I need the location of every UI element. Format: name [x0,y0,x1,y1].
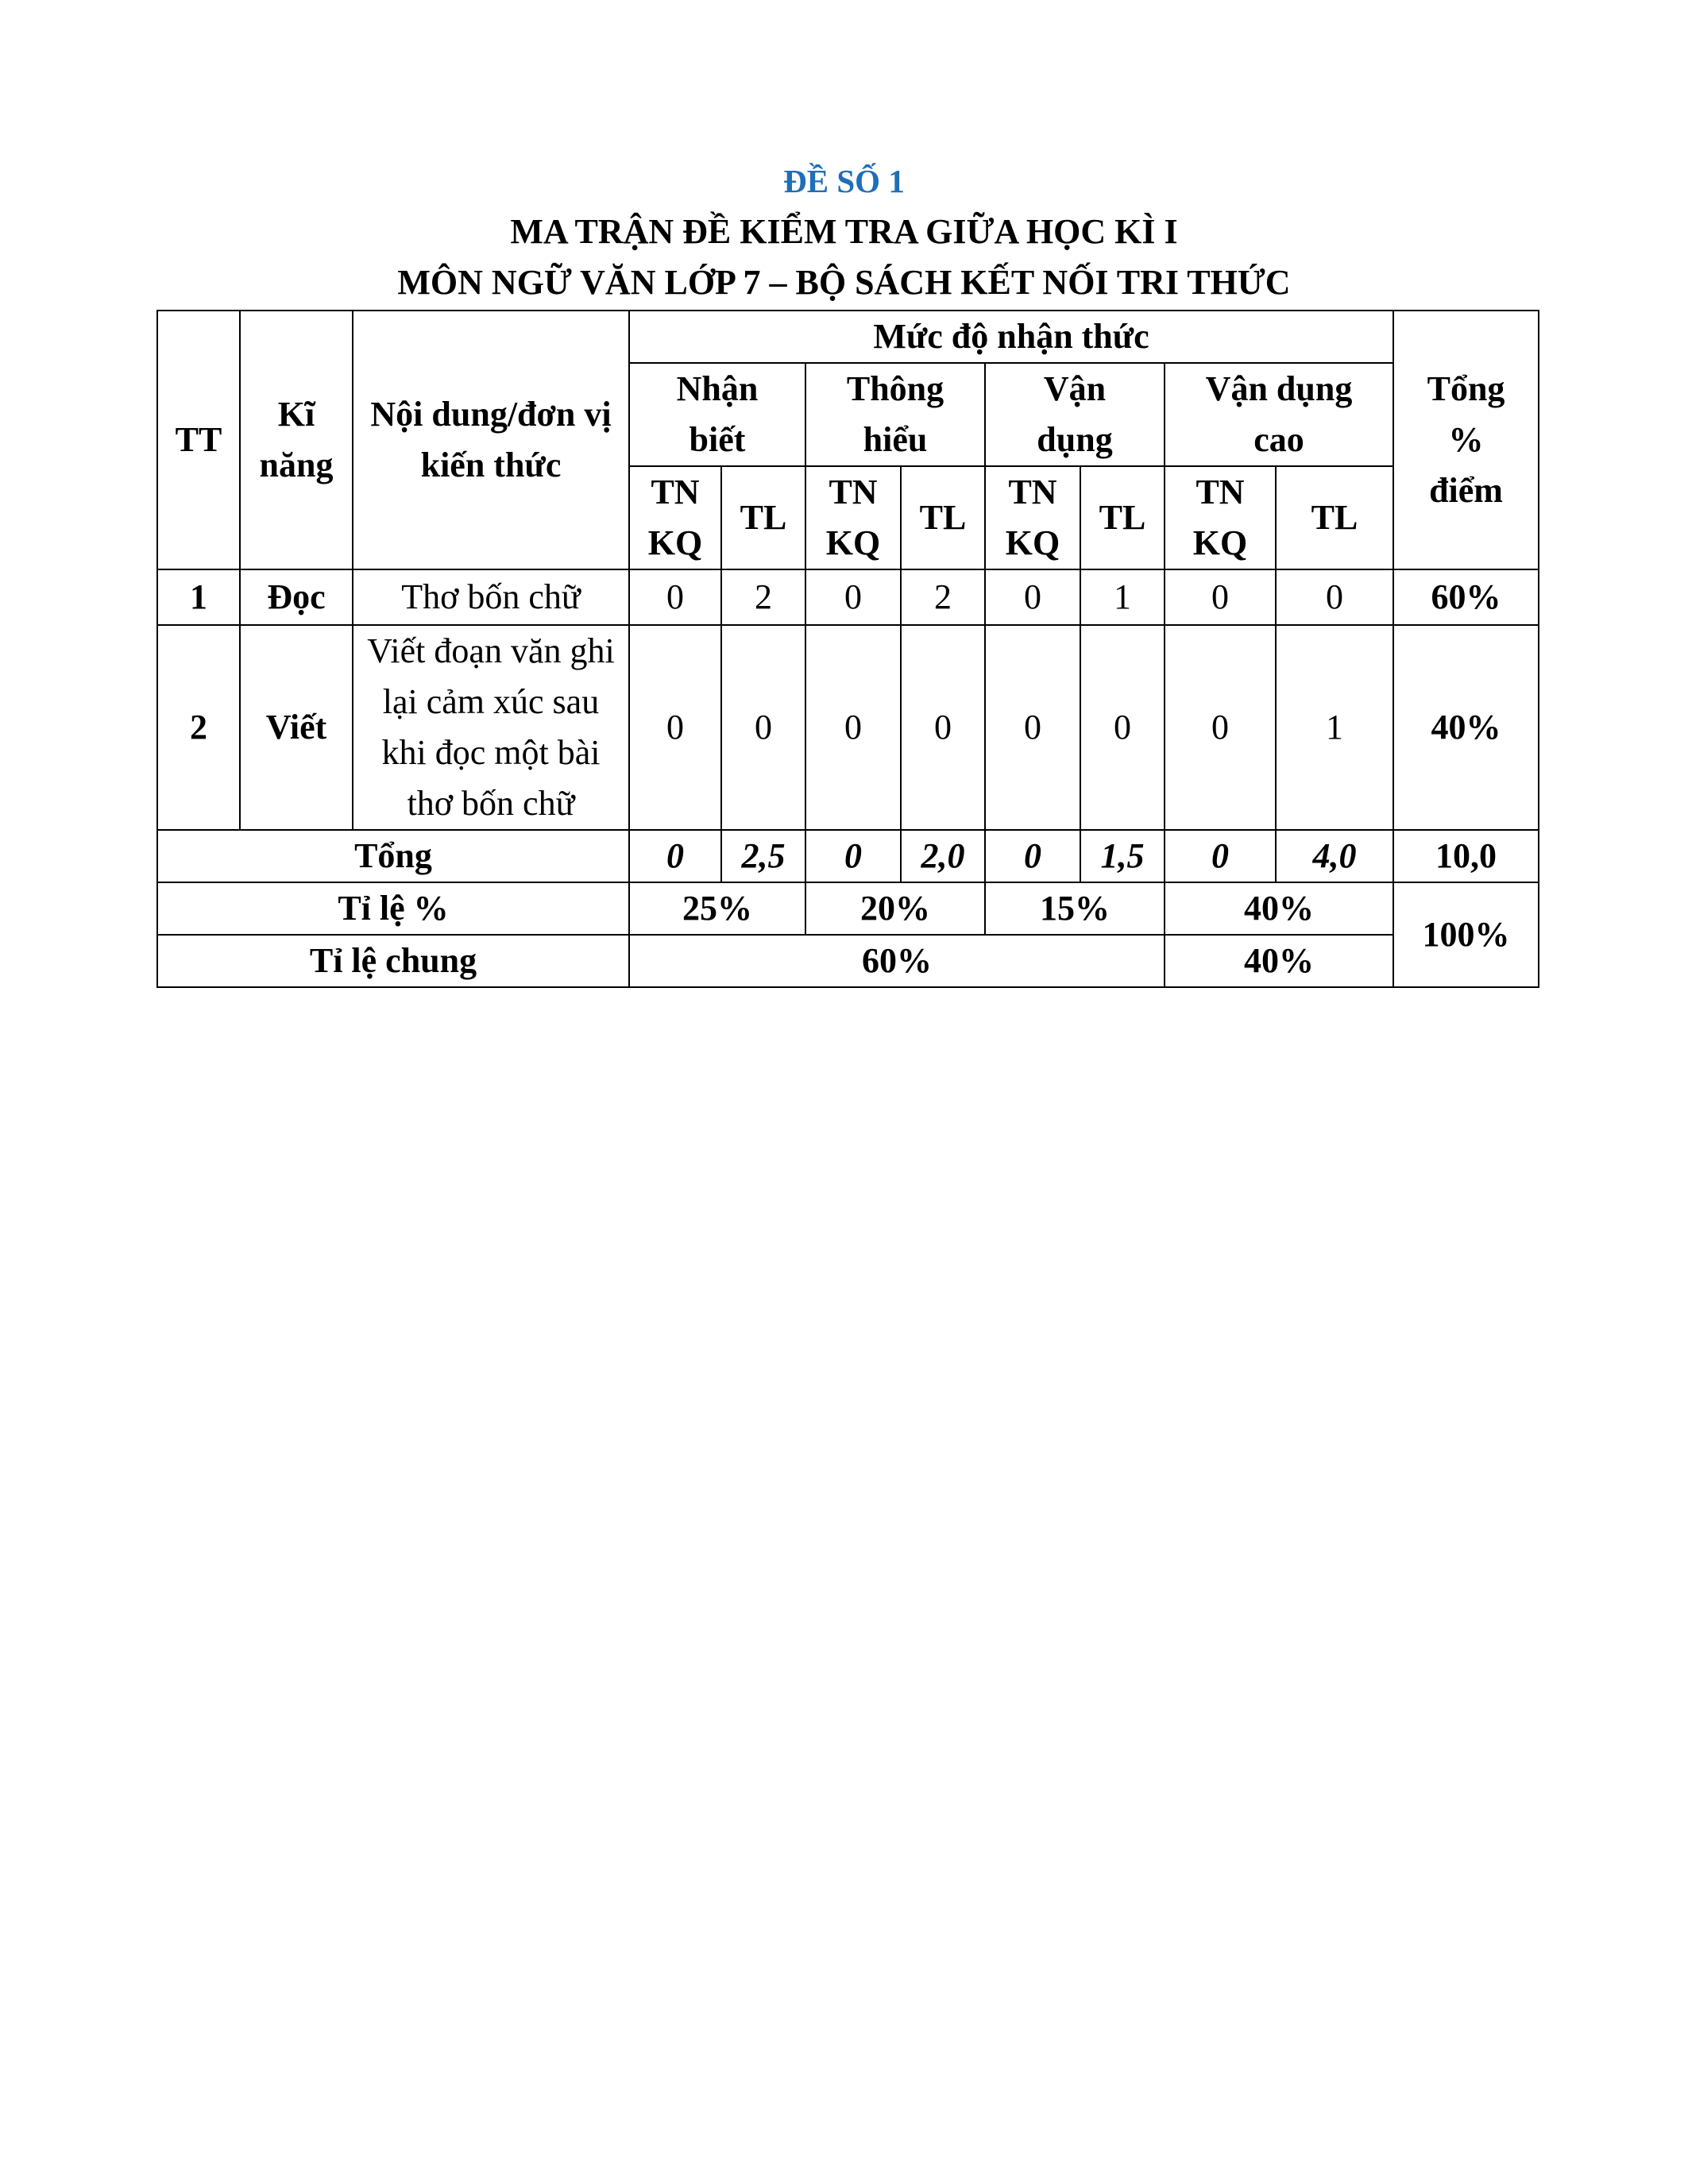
row-tt: 2 [157,625,240,830]
row-cell: 0 [1165,569,1276,625]
row-skill: Viết [240,625,353,830]
header-skill: Kĩ năng [240,311,353,569]
sub-tl: TL [1080,466,1165,569]
row-cell: 0 [629,625,721,830]
sum-cell: 0 [805,830,901,882]
sub-tl: TL [901,466,985,569]
ratio-cell: 15% [985,882,1165,935]
row-cell: 0 [1276,569,1393,625]
ratio-cell: 40% [1165,882,1393,935]
row-content: Thơ bốn chữ [353,569,629,625]
sub-tnkq: TN KQ [629,466,721,569]
row-cell: 0 [985,625,1080,830]
row-skill: Đọc [240,569,353,625]
header-tt: TT [157,311,240,569]
row-content: Viết đoạn văn ghi lại cảm xúc sau khi đọc một bài thơ bốn chữ [353,625,629,830]
row-cell: 1 [1276,625,1393,830]
sum-cell: 0 [629,830,721,882]
ratio-label: Tỉ lệ % [157,882,629,935]
common-ratio-cell: 60% [629,935,1165,987]
row-cell: 0 [985,569,1080,625]
sub-tnkq: TN KQ [985,466,1080,569]
row-cell: 0 [1080,625,1165,830]
document-subtitle: MÔN NGỮ VĂN LỚP 7 – BỘ SÁCH KẾT NỐI TRI THỨC [397,263,1291,302]
common-ratio-row [157,935,1539,987]
common-ratio-label: Tỉ lệ chung [157,935,629,987]
sum-label: Tổng [157,830,629,882]
row-cell: 0 [1165,625,1276,830]
grand-total: 100% [1393,882,1539,987]
sum-cell: 1,5 [1080,830,1165,882]
row-tt: 1 [157,569,240,625]
ratio-cell: 25% [629,882,805,935]
header-level-apply: Vận dụng [985,363,1165,466]
ratio-row [157,882,1539,935]
sub-tnkq: TN KQ [805,466,901,569]
header-level-recognize: Nhận biết [629,363,805,466]
table-row-writing [157,625,1539,830]
sub-tnkq: TN KQ [1165,466,1276,569]
exam-number: ĐỀ SỐ 1 [783,163,905,199]
row-cell: 1 [1080,569,1165,625]
row-cell: 2 [901,569,985,625]
row-cell: 0 [805,569,901,625]
document-header [0,156,1688,308]
row-cell: 0 [629,569,721,625]
row-cell: 0 [721,625,805,830]
sum-cell: 2,5 [721,830,805,882]
sum-cell: 0 [985,830,1080,882]
row-cell: 2 [721,569,805,625]
sum-row [157,830,1539,882]
sub-tl: TL [721,466,805,569]
header-level-apply-high: Vận dụng cao [1165,363,1393,466]
common-ratio-cell: 40% [1165,935,1393,987]
header-row-1 [157,311,1539,363]
row-cell: 0 [805,625,901,830]
assessment-matrix-table [156,310,1539,988]
header-total: Tổng % điểm [1393,311,1539,569]
header-content: Nội dung/đơn vị kiến thức [353,311,629,569]
sum-cell: 2,0 [901,830,985,882]
sub-tl: TL [1276,466,1393,569]
sum-total: 10,0 [1393,830,1539,882]
header-level-understand: Thông hiểu [805,363,985,466]
row-cell: 0 [901,625,985,830]
header-level-group: Mức độ nhận thức [629,311,1393,363]
row-total: 40% [1393,625,1539,830]
ratio-cell: 20% [805,882,985,935]
row-total: 60% [1393,569,1539,625]
table-row-reading [157,569,1539,625]
sum-cell: 0 [1165,830,1276,882]
sum-cell: 4,0 [1276,830,1393,882]
document-title: MA TRẬN ĐỀ KIỂM TRA GIỮA HỌC KÌ I [510,212,1178,251]
